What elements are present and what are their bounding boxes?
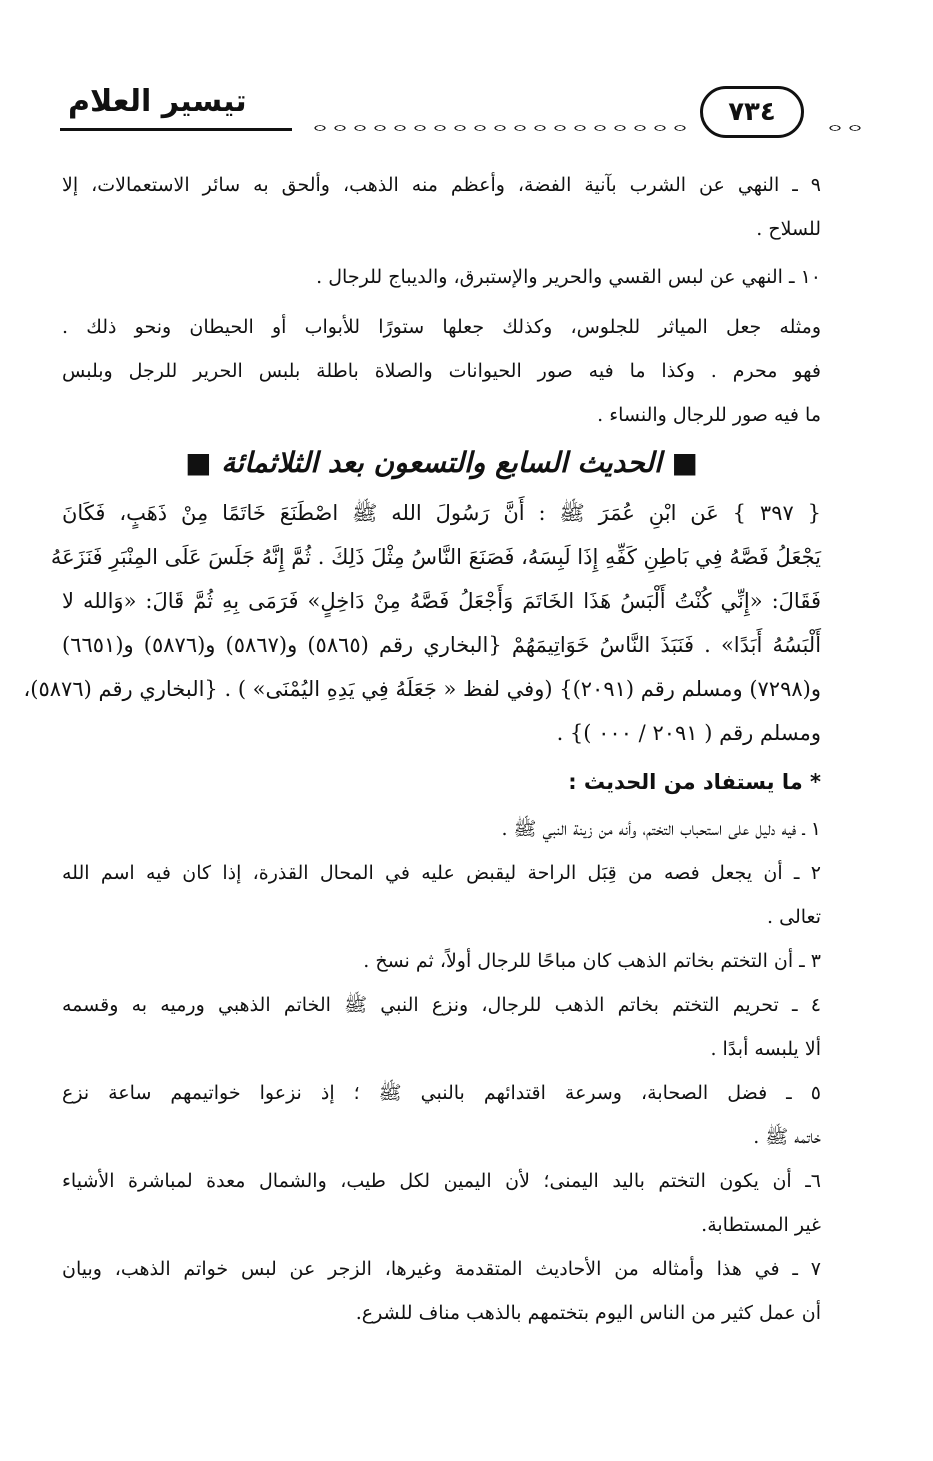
hadith-line-1: { ٣٩٧ } عَن ابْنِ عُمَرَ ﷺ : أَنَّ رَسُولَ الله ﷺ اصْطَنَعَ خَاتَمًا مِنْ ذَهَبٍ، فَكَانَ	[62, 501, 821, 525]
benefit-6-line-2: غير المستطابة.	[701, 1214, 821, 1236]
benefits-heading: * ما يستفاد من الحديث :	[568, 770, 821, 794]
benefit-4-line-2: ألا يلبسه أبدًا .	[710, 1038, 821, 1060]
hadith-line-5: و(٧٢٩٨) ومسلم رقم (٢٠٩١)} (وفي لفظ « جَعَلَهُ فِي يَدِهِ اليُمْنَى» ) . {البخاري رقم (٥٨٧٦)،	[23, 677, 821, 701]
benefit-7-line-1: ٧ ـ في هذا وأمثاله من الأحاديث المتقدمة وغيرها، الزجر عن لبس خواتم الذهب، وبيان	[62, 1258, 821, 1280]
hadith-title: ■ الحديث السابع والتسعون بعد الثلاثمائة ■	[185, 446, 698, 479]
hadith-line-6: ومسلم رقم ( ٢٠٩١ / ٠٠٠ )} .	[556, 721, 821, 745]
item-9-line-1: ٩ ـ النهي عن الشرب بآنية الفضة، وأعظم منه الذهب، وألحق به سائر الاستعمالات، إلا	[62, 174, 821, 196]
benefit-5-line-1: ٥ ـ فضل الصحابة، وسرعة اقتدائهم بالنبي ﷺ ؛ إذ نزعوا خواتيمهم ساعة نزع	[62, 1082, 821, 1104]
benefit-1-line-1: ١ ـ فيه دليل على استحباب التختم، وأنه من زينة النبي ﷺ .	[501, 818, 821, 840]
chain-ornament	[310, 122, 690, 134]
page-number: ٧٣٤	[700, 86, 804, 138]
hadith-line-2: يَجْعَلُ فَصَّهُ فِي بَاطِنِ كَفِّهِ إِذَا لَبِسَهُ، فَصَنَعَ النَّاسُ مِثْلَ ذَلِكَ . ثُمَّ إِنَّهُ جَلَسَ عَلَى المِنْبَرِ فَنَزَعَهُ	[50, 545, 821, 569]
benefit-5-line-2: خاتمه ﷺ .	[753, 1126, 821, 1148]
item-10-line-1: ١٠ ـ النهي عن لبس القسي والحرير والإستبرق، والديباج للرجال .	[316, 266, 821, 288]
hadith-line-4: أَلْبَسُهُ أَبَدًا» . فَنَبَذَ النَّاسُ خَوَاتِيمَهُمْ {البخاري رقم (٥٨٦٥) و(٥٨٦٧) و(٥٨٧٦) و(٦٦٥١)	[62, 633, 822, 657]
paragraph-line-2: فهو محرم . وكذا ما فيه صور الحيوانات والصلاة باطلة بلبس الحرير للرجل وبلبس	[62, 360, 821, 382]
item-9-line-2: للسلاح .	[756, 218, 821, 240]
book-title: تيسير العلام	[68, 84, 247, 119]
page-header	[60, 80, 880, 140]
benefit-6-line-1: ٦ـ أن يكون التختم باليد اليمنى؛ لأن اليمين لكل طيب، والشمال معدة لمباشرة الأشياء	[62, 1170, 821, 1192]
paragraph-line-1: ومثله جعل المياثر للجلوس، وكذلك جعلها ستورًا للأبواب أو الحيطان ونحو ذلك .	[62, 316, 821, 338]
benefit-2-line-1: ٢ ـ أن يجعل فصه من قِبَل الراحة ليقبض عليه في المحال القذرة، إذا كان فيه اسم الله	[62, 862, 821, 884]
chain-ornament-short	[825, 122, 865, 134]
benefit-3-line-1: ٣ ـ أن التختم بخاتم الذهب كان مباحًا للرجال أولاً، ثم نسخ .	[363, 950, 821, 972]
benefit-4-line-1: ٤ ـ تحريم التختم بخاتم الذهب للرجال، ونزع النبي ﷺ الخاتم الذهبي ورميه به وقسمه	[62, 994, 821, 1016]
title-underline	[60, 128, 292, 131]
benefit-2-line-2: تعالى .	[767, 906, 821, 928]
hadith-line-3: فَقَالَ: «إِنِّي كُنْتُ أَلْبَسُ هَذَا الخَاتَمَ وَأَجْعَلُ فَصَّهُ مِنْ دَاخِلٍ» فَرَمَى بِهِ ثُمَّ قَالَ: «وَالله لا	[62, 589, 821, 613]
benefit-7-line-2: أن عمل كثير من الناس اليوم بتختمهم بالذهب مناف للشرع.	[355, 1302, 821, 1324]
paragraph-line-3: ما فيه صور للرجال والنساء .	[597, 404, 821, 426]
